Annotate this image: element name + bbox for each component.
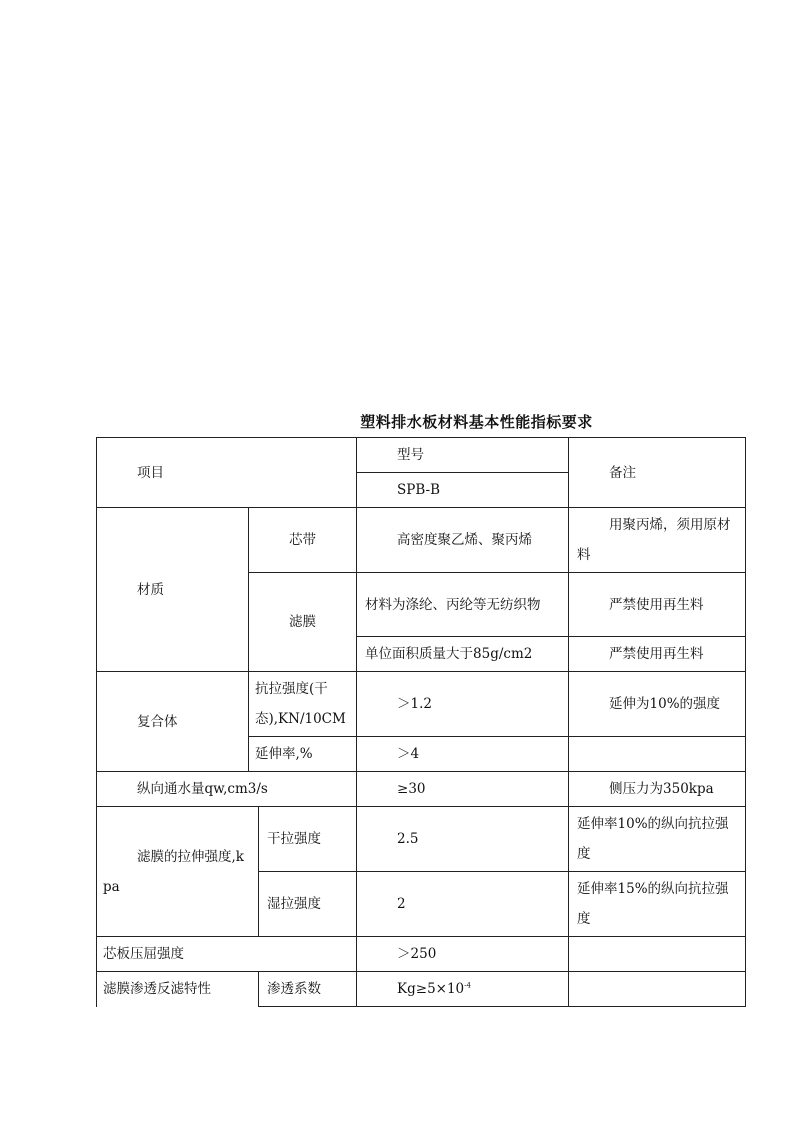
flow-label: 纵向通水量qw,cm3/s [97,772,357,807]
table-row [97,772,746,807]
perm-value [357,972,569,1007]
filter-tensile-label [97,807,259,937]
table-row [97,508,746,573]
filter-remark2: 严禁使用再生料 [569,637,746,672]
wet-remark: 延伸率15%的纵向抗拉强度 [569,872,746,937]
spec-table [96,437,746,1007]
core-label: 芯带 [249,508,357,573]
filter-remark1: 严禁使用再生料 [569,573,746,637]
tensile-remark: 延伸为10%的强度 [569,672,746,737]
dry-remark: 延伸率10%的纵向抗拉强度 [569,807,746,872]
perm-label: 滤膜渗透反滤特性 [97,972,259,1007]
table-row [97,937,746,972]
table-row [97,807,746,872]
elong-remark [569,737,746,772]
tensile-label: 抗拉强度(干态),KN/10CM [249,672,357,737]
header-item: 项目 [97,438,357,508]
header-type: 型号 [357,438,569,473]
elong-label: 延伸率,% [249,737,357,772]
filter-label: 滤膜 [249,573,357,672]
header-model: SPB-B [357,473,569,508]
wet-label: 湿拉强度 [259,872,357,937]
header-remark: 备注 [569,438,746,508]
table-row [97,972,746,1007]
material-label: 材质 [97,508,249,672]
wet-value: 2 [357,872,569,937]
filter-tensile-text: 滤膜的拉伸强度,kpa [103,848,244,895]
core-crush-label: 芯板压屈强度 [97,937,357,972]
perm-sub: 渗透系数 [259,972,357,1007]
core-remark-text: 用聚丙烯，须用原材料 [577,517,731,563]
perm-remark [569,972,746,1007]
flow-remark: 侧压力为350kpa [569,772,746,807]
table-row [97,672,746,737]
core-crush-value: ＞250 [357,937,569,972]
composite-label: 复合体 [97,672,249,772]
core-value: 高密度聚乙烯、聚丙烯 [357,508,569,573]
table-title: 塑料排水板材料基本性能指标要求 [360,413,593,431]
filter-value1: 材料为涤纶、丙纶等无纺织物 [357,573,569,637]
elong-value: ＞4 [357,737,569,772]
perm-value-base: Kg≥5×10 [397,981,465,997]
tensile-value: ＞1.2 [357,672,569,737]
flow-value: ≥30 [357,772,569,807]
dry-value: 2.5 [357,807,569,872]
header-row [97,438,746,473]
filter-value2: 单位面积质量大于85g/cm2 [357,637,569,672]
perm-value-exp: -4 [464,981,471,990]
dry-label: 干拉强度 [259,807,357,872]
core-remark [569,508,746,573]
core-crush-remark [569,937,746,972]
